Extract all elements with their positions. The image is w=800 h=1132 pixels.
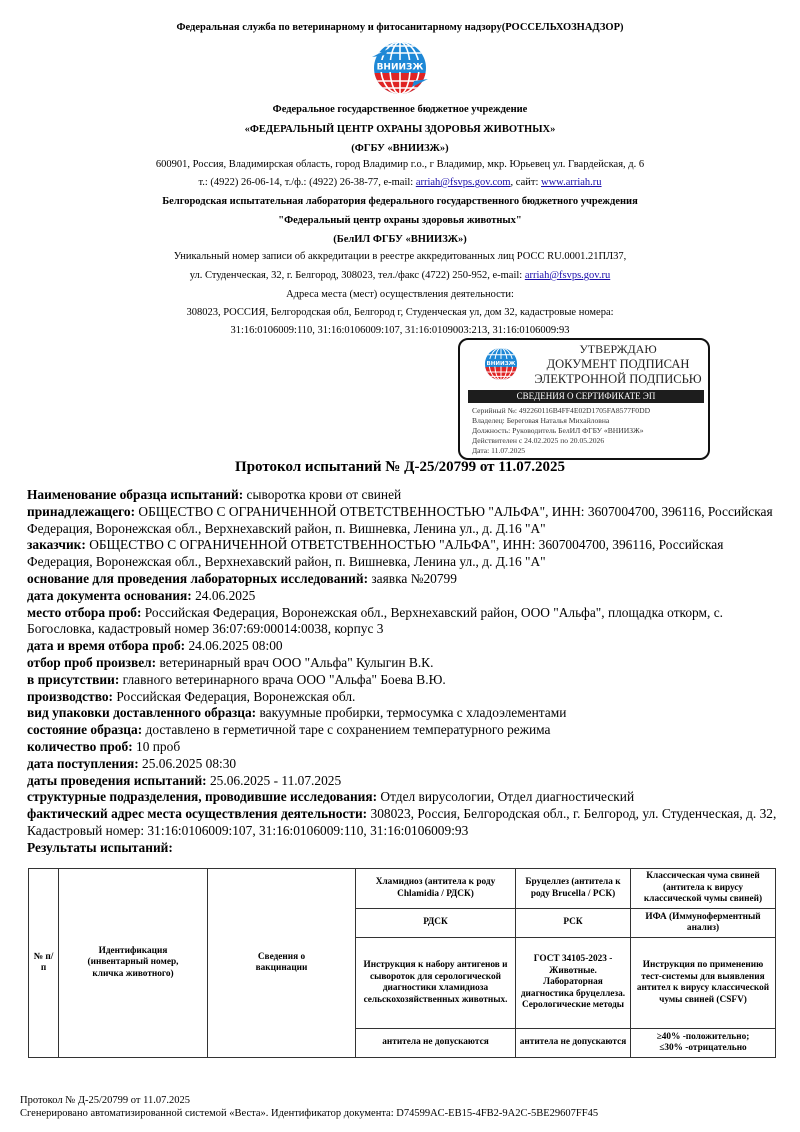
field-value: 10 проб [132, 738, 181, 754]
field-value: Российская Федерация, Воронежская обл. [113, 688, 356, 704]
field-value: 24.06.2025 08:00 [185, 638, 283, 654]
lab-short: (БелИЛ ФГБУ «ВНИИЗЖ») [333, 234, 467, 245]
field-departments [27, 789, 787, 806]
cadastral-numbers: 31:16:0106009:110, 31:16:0106009:107, 31:16:0109003:213, 31:16:0106009:93 [230, 325, 570, 336]
institution-name: «ФЕДЕРАЛЬНЫЙ ЦЕНТР ОХРАНЫ ЗДОРОВЬЯ ЖИВОТНЫХ» [244, 124, 556, 135]
field-label: в присутствии: [27, 671, 120, 687]
field-sample-count [27, 739, 787, 756]
field-value: ветеринарный врач ООО "Альфа" Кулыгин В.К. [156, 654, 434, 670]
field-production [27, 689, 787, 706]
doc-cell-chlamydia: Инструкция к набору антигенов и сывороток для серологической диагностики хламидиоза сельскохозяйственных животных. [356, 938, 516, 1029]
field-label: основание для проведения лабораторных исследований: [27, 570, 369, 586]
field-label: структурные подразделения, проводившие исследования: [27, 789, 378, 805]
field-value: заявка №20799 [368, 570, 457, 586]
stamp-position: Должность: Руководитель БелИЛ ФГБУ «ВНИИЗЖ» [472, 426, 644, 435]
stamp-serial: Серийный №: 492260116B4FF4E02D1705FA8577F0DD [472, 406, 651, 415]
field-value: ОБЩЕСТВО С ОГРАНИЧЕННОЙ ОТВЕТСТВЕННОСТЬЮ "АЛЬФА", ИНН: 3607004700, 396116, Российская Федерация, Воронежская обл., Верхнехавский район, п. Вишневка, Ленина ул., д. Д.16 "А" [27, 503, 773, 536]
sample-details [27, 487, 787, 857]
activity-label: Адреса места (мест) осуществления деятельности: [286, 289, 514, 300]
field-label: дата и время отбора проб: [27, 638, 186, 654]
institution-contacts [0, 177, 800, 188]
results-table [28, 868, 776, 1058]
e-signature-stamp [458, 338, 710, 460]
norm-cell-chlamydia: антитела не допускаются [356, 1029, 516, 1058]
field-value: 25.06.2025 - 11.07.2025 [206, 772, 342, 788]
field-receipt-date [27, 756, 787, 773]
field-value: Отдел вирусологии, Отдел диагностический [377, 789, 635, 805]
site-link[interactable]: www.arriah.ru [541, 177, 602, 188]
field-value: 25.06.2025 08:30 [138, 755, 237, 771]
header-cell-vaccination: Сведения о вакцинации [208, 869, 356, 1058]
field-sampling-place [27, 605, 787, 639]
field-label: вид упаковки доставленного образца: [27, 705, 257, 721]
field-label: дата поступления: [27, 755, 139, 771]
field-label: отбор проб произвел: [27, 654, 157, 670]
field-value: ОБЩЕСТВО С ОГРАНИЧЕННОЙ ОТВЕТСТВЕННОСТЬЮ "АЛЬФА", ИНН: 3607004700, 396116, Российская Федерация, Воронежская обл., Верхнехавский район, п. Вишневка, Ленина ул., д. Д.16 "А" [27, 537, 724, 570]
field-label: даты проведения испытаний: [27, 772, 207, 788]
field-sampled-by [27, 655, 787, 672]
field-actual-address [27, 806, 787, 840]
field-label: количество проб: [27, 738, 133, 754]
norm-positive: ≥40% -положительно; [656, 1031, 750, 1042]
table-header-row [29, 869, 776, 909]
site-label: , сайт: [510, 177, 541, 188]
institution-type: Федеральное государственное бюджетное учреждение [272, 104, 528, 115]
accreditation-number: Уникальный номер записи об аккредитации в реестре аккредитованных лиц РОСС RU.0001.21ПЛ37, [173, 251, 627, 262]
field-in-presence [27, 672, 787, 689]
stamp-logo-text: ВНИИЗЖ [486, 360, 516, 367]
field-basis-date [27, 588, 787, 605]
field-label: Результаты испытаний: [27, 839, 173, 855]
header-cell-identification: Идентификация (инвентарный номер, кличка животного) [59, 869, 208, 1058]
field-value: 24.06.2025 [191, 587, 256, 603]
field-label: принадлежащего: [27, 503, 136, 519]
method-cell-csf: ИФА (Иммуноферментный анализ) [631, 909, 776, 938]
header-cell-test-chlamydia: Хламидиоз (антитела к роду Chlamidia / РДСК) [356, 869, 516, 909]
footer-protocol-ref: Протокол № Д-25/20799 от 11.07.2025 [20, 1095, 190, 1106]
field-sampling-datetime [27, 638, 787, 655]
lab-center: "Федеральный центр охраны здоровья животных" [278, 215, 522, 226]
stamp-cert-header: СВЕДЕНИЯ О СЕРТИФИКАТЕ ЭП [468, 390, 704, 403]
lab-email-link[interactable]: arriah@fsvps.gov.ru [524, 270, 611, 281]
institution-short: (ФГБУ «ВНИИЗЖ») [351, 143, 449, 154]
stamp-logo-icon [480, 344, 522, 384]
field-packaging [27, 705, 787, 722]
field-customer [27, 537, 787, 571]
field-label: место отбора проб: [27, 604, 142, 620]
header-cell-number: № п/п [29, 869, 59, 1058]
field-value: доставлено в герметичной таре с сохранением температурного режима [142, 722, 551, 738]
field-label: состояние образца: [27, 722, 143, 738]
field-label: Наименование образца испытаний: [27, 487, 244, 502]
header-cell-test-csf: Классическая чума свиней (антитела к вирусу классической чумы свиней) [631, 869, 776, 909]
stamp-signed-line1: ДОКУМЕНТ ПОДПИСАН [546, 357, 690, 371]
field-value: сыворотка крови от свиней [243, 487, 402, 502]
field-label: фактический адрес места осуществления деятельности: [27, 806, 368, 822]
activity-address: 308023, РОССИЯ, Белгородская обл, Белгород г, Студенческая ул, дом 32, кадастровые номера: [186, 307, 614, 318]
field-sample-condition [27, 722, 787, 739]
field-test-dates [27, 773, 787, 790]
contacts-text: т.: (4922) 26-06-14, т./ф.: (4922) 26-38-77, e-mail: [198, 177, 416, 188]
stamp-signed-line2: ЭЛЕКТРОННОЙ ПОДПИСЬЮ [534, 372, 702, 386]
vniizzh-logo-icon [366, 37, 434, 99]
results-heading [27, 840, 787, 857]
doc-cell-brucellosis: ГОСТ 34105-2023 - Животные. Лабораторная диагностика бруцеллеза. Серологические методы [516, 938, 631, 1029]
norm-negative: ≤30% -отрицательно [659, 1043, 747, 1053]
stamp-approve: УТВЕРЖДАЮ [579, 342, 657, 356]
field-sample-name [27, 487, 787, 504]
lab-contacts [0, 270, 800, 281]
method-cell-brucellosis: РСК [516, 909, 631, 938]
lab-contacts-text: ул. Студенческая, 32, г. Белгород, 308023, тел./факс (4722) 250-952, e-mail: [189, 270, 525, 281]
norm-cell-csf [631, 1029, 776, 1058]
email-link[interactable]: arriah@fsvps.gov.com [415, 177, 511, 188]
field-label: дата документа основания: [27, 587, 192, 603]
institution-address: 600901, Россия, Владимирская область, город Владимир г.о., г Владимир, мкр. Юрьевец ул. Гвардейская, д. 6 [155, 159, 645, 170]
field-label: производство: [27, 688, 113, 704]
logo-text: ВНИИЗЖ [376, 62, 424, 73]
method-cell-chlamydia: РДСК [356, 909, 516, 938]
field-value: главного ветеринарного врача ООО "Альфа" Боева В.Ю. [119, 671, 446, 687]
agency-name: Федеральная служба по ветеринарному и фитосанитарному надзору(РОССЕЛЬХОЗНАДЗОР) [176, 22, 624, 33]
header-cell-test-brucellosis: Бруцеллез (антитела к роду Brucella / РСК) [516, 869, 631, 909]
field-label: заказчик: [27, 537, 86, 553]
stamp-validity: Действителен с 24.02.2025 по 20.05.2026 [472, 436, 605, 445]
field-value: 308023, Россия, Белгородская обл., г. Белгород, ул. Студенческая, д. 32, Кадастровый номер: 31:16:0106009:107, 31:16:0106009:110, 31:16:0106009:93 [27, 806, 777, 838]
field-basis [27, 571, 787, 588]
lab-name: Белгородская испытательная лаборатория федерального государственного бюджетного учреждения [162, 196, 638, 207]
field-value: Российская Федерация, Воронежская обл., Верхнехавский район, ООО "Альфа", площадка откорм, с. Богословка, кадастровый номер 36:07:69:00014:0038, корпус 3 [27, 604, 724, 637]
stamp-date: Дата: 11.07.2025 [472, 446, 526, 455]
stamp-owner: Владелец: Береговая Наталья Михайловна [472, 416, 610, 425]
field-value: вакуумные пробирки, термосумка с хладоэлементами [256, 705, 567, 721]
norm-cell-brucellosis: антитела не допускаются [516, 1029, 631, 1058]
doc-cell-csf: Инструкция по применению тест-системы для выявления антител к вирусу классической чумы свиней (CSFV) [631, 938, 776, 1029]
footer-generated-by: Сгенерировано автоматизированной системой «Веста». Идентификатор документа: D74599AC-EB15-4FB2-9A2C-5BE29607FF45 [20, 1108, 599, 1119]
field-owner [27, 504, 787, 538]
protocol-title: Протокол испытаний № Д-25/20799 от 11.07.2025 [235, 459, 565, 475]
page-footer [20, 1094, 598, 1120]
